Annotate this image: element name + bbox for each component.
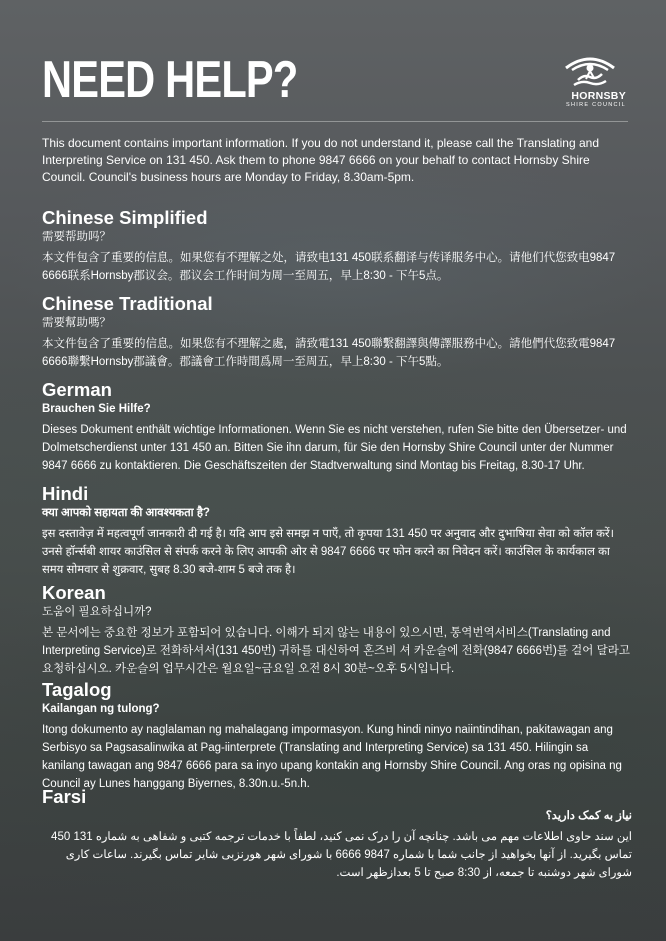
language-heading: Korean bbox=[42, 582, 106, 603]
section-german bbox=[42, 379, 632, 475]
page-title: NEED HELP? bbox=[42, 51, 298, 109]
language-body: 本文件包含了重要的信息。如果您有不理解之处，请致电131 450联系翻译与传译服务中心。请他们代您致电9847 6666联系Hornsby郡议会。郡议会工作时间为周一至周五，早上8:30 - 下午5点。 bbox=[42, 252, 616, 282]
language-heading: Farsi bbox=[42, 786, 87, 807]
page-header bbox=[42, 52, 628, 112]
language-heading: Tagalog bbox=[42, 679, 112, 700]
language-subtitle: 需要幫助嗎？ bbox=[42, 317, 111, 329]
section-tagalog bbox=[42, 679, 632, 793]
language-heading: Hindi bbox=[42, 483, 89, 504]
hornsby-logo-icon bbox=[560, 52, 620, 88]
logo-subtitle: SHIRE COUNCIL bbox=[566, 102, 626, 108]
language-body: 본 문서에는 중요한 정보가 포함되어 있습니다. 이해가 되지 않는 내용이 있으시면, 통역번역서비스(Translating and Interpreting Service)로 전화하셔서(131 450번) 귀하를 대신하여 혼즈비 셔 카운슬에 전화(9847 6666번)를 걸어 달라고 요청하십시오. 카운슬의 업무시간은 월요일~금요일 오전 8시 30분~오후 5시입니다. bbox=[42, 627, 630, 675]
header-divider bbox=[42, 121, 628, 122]
language-body: Dieses Dokument enthält wichtige Informationen. Wenn Sie es nicht verstehen, rufen Sie bitte den Übersetzer- und Dolmetscherdienst unter 131 450 an. Bitten Sie ihn darum, für Sie den Hornsby Shire Council unter der Nummer 9847 6666 zu kontaktieren. Die Geschäftszeiten der Stadtverwaltung sind Montag bis Freitag, 8.30-17 Uhr. bbox=[42, 424, 627, 472]
language-subtitle: نیاز به کمک دارید؟ bbox=[545, 810, 632, 822]
language-subtitle: क्या आपको सहायता की आवश्यकता है? bbox=[42, 507, 210, 519]
section-chinese-traditional bbox=[42, 293, 632, 371]
language-heading: Chinese Traditional bbox=[42, 293, 213, 314]
council-logo bbox=[552, 52, 628, 108]
language-body: این سند حاوی اطلاعات مهم می باشد. چنانچه آن را درک نمی کنید، لطفاً با خدمات ترجمه کتبی و شفاهی به شماره 131 450 تماس بگیرید. از آنها بخواهید از جانب شما با شماره 9847 6666 با شورای شهر هورنزبی شایر تماس بگیرند. ساعات کاری شورای شهر دوشنبه تا جمعه، از 8:30 صبح تا 5 بعدازظهر است. bbox=[51, 831, 632, 879]
language-body: Itong dokumento ay naglalaman ng mahalagang impormasyon. Kung hindi ninyo naiintindihan, pakitawagan ang Serbisyo sa Pagsasalinwika at Pag-iinterprete (Translating and Interpreting Service) sa 131 450. Hilingin sa kanilang tawagan ang 9847 6666 para sa inyo upang kontakin ang Hornsby Shire Council. Ang oras ng opisina ng Council ay Lunes hanggang Biyernes, 8.30n.u.-5n.h. bbox=[42, 724, 622, 790]
logo-wordmark: HORNSBY bbox=[571, 90, 626, 102]
intro-paragraph: This document contains important information. If you do not understand it, please call the Translating and Interpreting Service on 131 450. Ask them to phone 9847 6666 on your behalf to contact Hornsby Shire Council. Council's business hours are Monday to Friday, 8.30am-5pm. bbox=[42, 136, 599, 184]
section-korean bbox=[42, 582, 632, 678]
language-subtitle: Brauchen Sie Hilfe? bbox=[42, 403, 151, 415]
language-body: 本文件包含了重要的信息。如果您有不理解之處，請致電131 450聯繫翻譯與傳譯服務中心。請他們代您致電9847 6666聯繫Hornsby郡議會。郡議會工作時間爲周一至周五，早上8:30 - 下午5點。 bbox=[42, 338, 616, 368]
language-body: इस दस्तावेज़ में महत्वपूर्ण जानकारी दी गई है। यदि आप इसे समझ न पाएँ, तो कृपया 131 450 पर अनुवाद और दुभाषिया सेवा को कॉल करें। उनसे हॉर्न्सबी शायर काउंसिल से संपर्क करने के लिए आपकी ओर से 9847 6666 पर फोन करने का निवेदन करें। काउंसिल के कार्यकाल का समय सोमवार से शुक्रवार, सुबह 8.30 बजे-शाम 5 बजे तक है। bbox=[42, 528, 614, 576]
section-farsi bbox=[42, 786, 632, 882]
section-hindi bbox=[42, 483, 632, 579]
section-chinese-simplified bbox=[42, 207, 632, 285]
language-subtitle: 需要帮助吗？ bbox=[42, 231, 111, 243]
language-heading: Chinese Simplified bbox=[42, 207, 208, 228]
language-subtitle: Kailangan ng tulong? bbox=[42, 703, 160, 715]
language-subtitle: 도움이 필요하십니까? bbox=[42, 606, 152, 618]
language-heading: German bbox=[42, 379, 112, 400]
